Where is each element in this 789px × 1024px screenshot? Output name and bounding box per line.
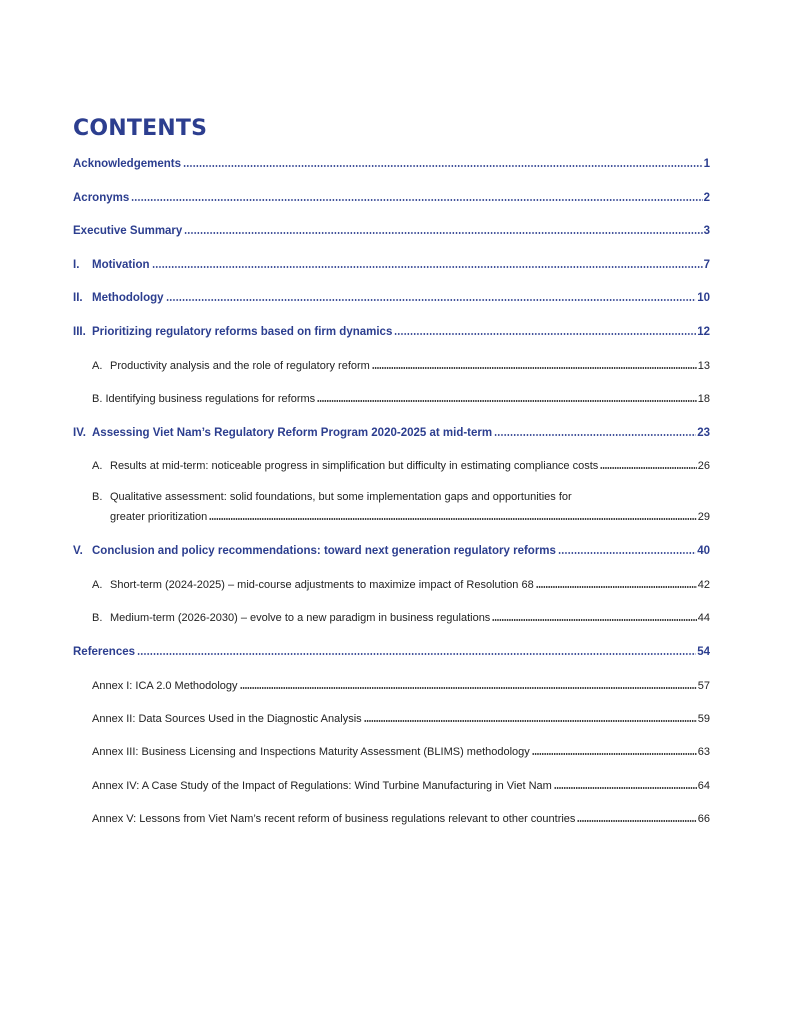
dot-leader	[137, 646, 696, 658]
toc-entry-label: Annex IV: A Case Study of the Impact of Regulations: Wind Turbine Manufacturing in Viet Nam	[92, 780, 552, 792]
dot-leader	[317, 393, 697, 405]
toc-annex-1[interactable]	[92, 680, 710, 692]
toc-entry-label: Productivity analysis and the role of regulatory reform	[110, 360, 370, 372]
toc-entry-methodology[interactable]	[73, 292, 710, 304]
dot-leader	[577, 813, 696, 825]
dot-leader	[394, 326, 696, 338]
dot-leader	[558, 545, 696, 557]
dot-leader	[166, 292, 697, 304]
toc-page-number: 29	[697, 511, 710, 523]
toc-annex-3[interactable]	[92, 746, 710, 758]
dot-leader	[536, 579, 697, 591]
toc-page-number: 2	[703, 192, 710, 204]
toc-entry-label: Methodology	[92, 292, 164, 304]
toc-subentry-productivity-analysis[interactable]	[92, 360, 710, 372]
toc-entry-motivation[interactable]	[73, 259, 710, 271]
toc-subentry-identifying-regulations[interactable]	[92, 393, 710, 405]
toc-entry-executive-summary[interactable]	[73, 225, 710, 237]
toc-page-number: 40	[697, 545, 710, 557]
toc-page-number: 13	[697, 360, 710, 372]
toc-entry-acronyms[interactable]	[73, 192, 710, 204]
toc-subentry-medium-term[interactable]	[92, 612, 710, 624]
toc-entry-conclusion[interactable]	[73, 545, 710, 557]
toc-page-number: 59	[697, 713, 710, 725]
toc-entry-label: Executive Summary	[73, 225, 183, 237]
dot-leader	[131, 192, 702, 204]
toc-page-number: 42	[697, 579, 710, 591]
dot-leader	[532, 746, 697, 758]
page-title: CONTENTS	[73, 116, 208, 141]
toc-page-number: 26	[697, 460, 710, 472]
toc-page-number: 7	[703, 259, 710, 271]
toc-entry-number: B.	[92, 491, 103, 503]
toc-page-number: 1	[703, 158, 710, 170]
toc-entry-label: Acronyms	[73, 192, 130, 204]
toc-page-number: 12	[697, 326, 710, 338]
toc-page-number: 23	[697, 427, 710, 439]
toc-entry-number: III.	[73, 326, 86, 338]
dot-leader	[152, 259, 703, 271]
toc-page-number: 66	[697, 813, 710, 825]
toc-page-number: 3	[703, 225, 710, 237]
toc-subentry-short-term[interactable]	[92, 579, 710, 591]
toc-entry-label: Annex III: Business Licensing and Inspections Maturity Assessment (BLIMS) methodology	[92, 746, 530, 758]
toc-entry-number: V.	[73, 545, 83, 557]
toc-page-number: 10	[697, 292, 710, 304]
toc-entry-label: References	[73, 646, 136, 658]
toc-entry-label: B. Identifying business regulations for reforms	[92, 393, 316, 405]
toc-entry-label: Qualitative assessment: solid foundations, but some implementation gaps and opportunities for	[110, 491, 572, 503]
toc-entry-label: Motivation	[92, 259, 150, 271]
toc-entry-number: A.	[92, 460, 103, 472]
toc-page-number: 18	[697, 393, 710, 405]
toc-page-number: 64	[697, 780, 710, 792]
dot-leader	[209, 511, 697, 523]
dot-leader	[554, 780, 697, 792]
toc-annex-4[interactable]	[92, 780, 710, 792]
dot-leader	[240, 680, 697, 692]
toc-entry-label: Results at mid-term: noticeable progress in simplification but difficulty in estimating compliance costs	[110, 460, 599, 472]
toc-entry-number: II.	[73, 292, 83, 304]
dot-leader	[372, 360, 697, 372]
toc-entry-number: A.	[92, 579, 103, 591]
toc-entry-number: B.	[92, 612, 103, 624]
toc-entry-label: Acknowledgements	[73, 158, 181, 170]
toc-entry-label: Annex II: Data Sources Used in the Diagnostic Analysis	[92, 713, 362, 725]
toc-entry-assessing-program[interactable]	[73, 427, 710, 439]
dot-leader	[492, 612, 696, 624]
toc-entry-label: Conclusion and policy recommendations: toward next generation regulatory reforms	[92, 545, 556, 557]
toc-entry-label: Annex V: Lessons from Viet Nam’s recent reform of business regulations relevant to other countries	[92, 813, 576, 825]
toc-entry-number: A.	[92, 360, 103, 372]
toc-page-number: 63	[697, 746, 710, 758]
toc-entry-label: Assessing Viet Nam’s Regulatory Reform Program 2020-2025 at mid-term	[92, 427, 493, 439]
toc-subentry-qualitative-assessment-line1[interactable]	[92, 491, 572, 503]
toc-entry-references[interactable]	[73, 646, 710, 658]
toc-entry-label: Annex I: ICA 2.0 Methodology	[92, 680, 238, 692]
dot-leader	[183, 158, 703, 170]
toc-annex-5[interactable]	[92, 813, 710, 825]
toc-page-number: 54	[697, 646, 710, 658]
toc-annex-2[interactable]	[92, 713, 710, 725]
toc-entry-label: Short-term (2024-2025) – mid-course adjustments to maximize impact of Resolution 68	[110, 579, 534, 591]
toc-entry-acknowledgements[interactable]	[73, 158, 710, 170]
dot-leader	[184, 225, 702, 237]
toc-entry-number: I.	[73, 259, 80, 271]
toc-entry-label-continued: greater prioritization	[110, 511, 208, 523]
dot-leader	[494, 427, 696, 439]
toc-page-number: 44	[697, 612, 710, 624]
toc-entry-label: Prioritizing regulatory reforms based on firm dynamics	[92, 326, 393, 338]
toc-subentry-qualitative-assessment-line2[interactable]	[110, 511, 710, 523]
toc-entry-prioritizing-reforms[interactable]	[73, 326, 710, 338]
dot-leader	[364, 713, 697, 725]
toc-entry-label: Medium-term (2026-2030) – evolve to a new paradigm in business regulations	[110, 612, 491, 624]
toc-subentry-results-mid-term[interactable]	[92, 460, 710, 472]
toc-page-number: 57	[697, 680, 710, 692]
toc-entry-number: IV.	[73, 427, 87, 439]
dot-leader	[600, 460, 696, 472]
